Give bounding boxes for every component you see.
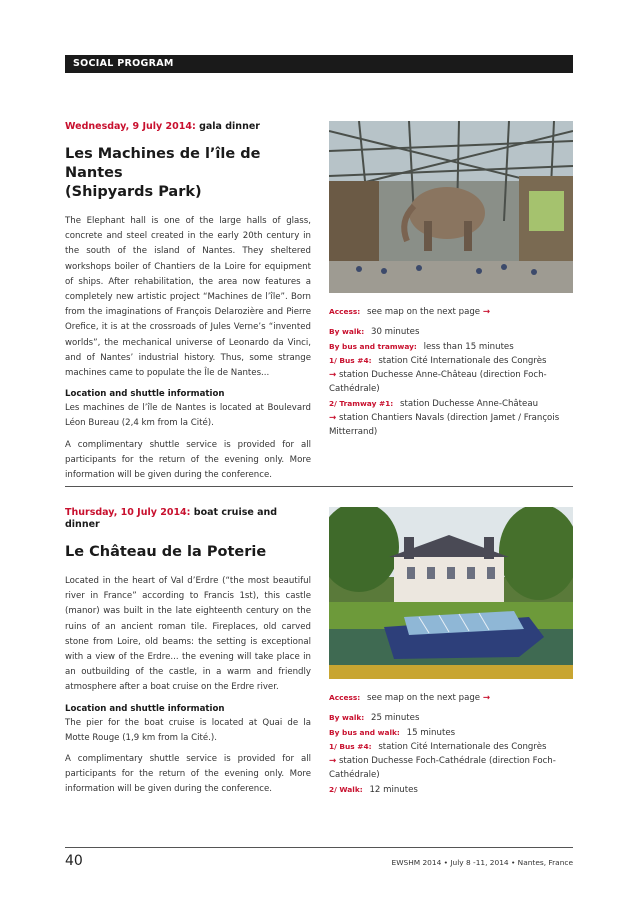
- arrow-right-icon: →: [329, 756, 337, 767]
- arrow-right-icon: →: [482, 693, 491, 703]
- route2-text: station Duchesse Anne-Château: [399, 398, 539, 409]
- shuttle-text: A complimentary shuttle service is provided for all participants for the return of the evening only. More information will be given during the conference.: [65, 439, 311, 481]
- access-line: [329, 305, 573, 319]
- walk-text: 25 minutes: [370, 713, 420, 724]
- route2-continuation: [329, 411, 573, 440]
- route2-text: 12 minutes: [369, 784, 418, 795]
- access-label: Access:: [329, 693, 361, 702]
- event-name: boat cruise and dinner: [65, 507, 278, 530]
- route2-label: 2/ Walk:: [329, 784, 363, 794]
- access-text: see map on the next page: [366, 693, 481, 703]
- route1-line: [329, 740, 573, 754]
- event-title: [65, 145, 311, 202]
- route1-label: 1/ Bus #4:: [329, 355, 372, 365]
- event-boat-cruise: [65, 507, 573, 807]
- access-text: see map on the next page: [366, 307, 481, 317]
- chateau-boat-photo: [329, 507, 573, 679]
- arrow-right-icon: →: [482, 307, 491, 317]
- route1-line: [329, 354, 573, 368]
- access-line: [329, 691, 573, 705]
- section-header: SOCIAL PROGRAM: [65, 55, 573, 73]
- access-info: [329, 305, 573, 440]
- event-gala-dinner: [65, 121, 573, 481]
- walk-line: [329, 711, 573, 725]
- route1-continuation: [329, 754, 573, 783]
- route1-label: 1/ Bus #4:: [329, 741, 372, 751]
- event-kicker: [65, 121, 311, 133]
- arrow-right-icon: →: [329, 413, 337, 424]
- location-heading: Location and shuttle information: [65, 703, 225, 714]
- page-number: 40: [65, 853, 83, 869]
- section-divider: [65, 486, 573, 487]
- walk-label: By walk:: [329, 713, 365, 723]
- route1-cont-text: station Duchesse Anne-Château (direction Foch-Cathédrale): [329, 370, 547, 395]
- arrow-right-icon: →: [329, 370, 337, 381]
- event-name: gala dinner: [199, 121, 260, 132]
- bus-line: [329, 726, 573, 740]
- bus-label: By bus and walk:: [329, 727, 400, 737]
- event-date: Thursday, 10 July 2014:: [65, 507, 191, 518]
- location-text: Les machines de l’île de Nantes is located at Boulevard Léon Bureau (2,4 km from la Cité).: [65, 403, 311, 429]
- location-heading: Location and shuttle information: [65, 389, 225, 400]
- shuttle-text: A complimentary shuttle service is provided for all participants for the return of the evening only. More information will be given during the conference.: [65, 754, 311, 795]
- walk-text: 30 minutes: [370, 327, 420, 338]
- machines-hall-photo: [329, 121, 573, 293]
- bus-text: 15 minutes: [406, 727, 456, 738]
- route2-label: 2/ Tramway #1:: [329, 398, 394, 408]
- walk-label: By walk:: [329, 327, 365, 337]
- event-title: [65, 543, 311, 562]
- access-info: [329, 691, 573, 797]
- event-description: The Elephant hall is one of the large halls of glass, concrete and steel created in the early 20th century in the south of the island of Nantes. They sheltered workshops boiler of Chantiers de la Loire for equipment of ships. After rehabilitation, the area now features a completely new artistic project “Machines de l’île”. Born from the imaginations of François Delarozière and Pierre Orefice, it is at the crossroads of Jules Verne’s “invented worlds”, the mechanical universe of Leonardo da Vinci, and of Nantes’ industrial history. Thus, some strange machines came to populate the Île de Nantes...: [65, 216, 311, 379]
- route2-line: [329, 397, 573, 411]
- footer-conference: EWSHM 2014 • July 8 -11, 2014 • Nantes, France: [391, 858, 573, 867]
- event-title-line2: (Shipyards Park): [65, 184, 202, 200]
- bus-text: less than 15 minutes: [423, 341, 514, 352]
- event-title-line1: Le Château de la Poterie: [65, 544, 267, 560]
- footer-divider: [65, 847, 573, 848]
- access-label: Access:: [329, 307, 361, 316]
- walk-line: [329, 325, 573, 339]
- event-date: Wednesday, 9 July 2014:: [65, 121, 196, 132]
- route2-line: [329, 783, 573, 797]
- event-description: Located in the heart of Val d’Erdre (“the most beautiful river in France” according to Francis 1st), this castle (manor) was built in the late eighteenth century on the ruins of an ancient roman tile. Fireplaces, old carved stone from Loire, old beams: the setting is exceptional with a view of the Erdre... the evening will take place in an outbuilding of the castle, in a warm and friendly atmosphere after a boat cruise on the Erdre river.: [65, 576, 311, 693]
- route1-cont-text: station Duchesse Foch-Cathédrale (direction Foch-Cathédrale): [329, 756, 556, 781]
- route1-continuation: [329, 368, 573, 397]
- bus-label: By bus and tramway:: [329, 341, 417, 351]
- location-text: The pier for the boat cruise is located at Quai de la Motte Rouge (1,9 km from la Cité.).: [65, 717, 311, 743]
- event-kicker: [65, 507, 311, 531]
- route2-cont-text: station Chantiers Navals (direction Jamet / François Mitterrand): [329, 413, 560, 438]
- route1-text: station Cité Internationale des Congrès: [378, 741, 547, 752]
- bus-line: [329, 340, 573, 354]
- route1-text: station Cité Internationale des Congrès: [378, 355, 547, 366]
- event-title-line1: Les Machines de l’île de Nantes: [65, 146, 261, 181]
